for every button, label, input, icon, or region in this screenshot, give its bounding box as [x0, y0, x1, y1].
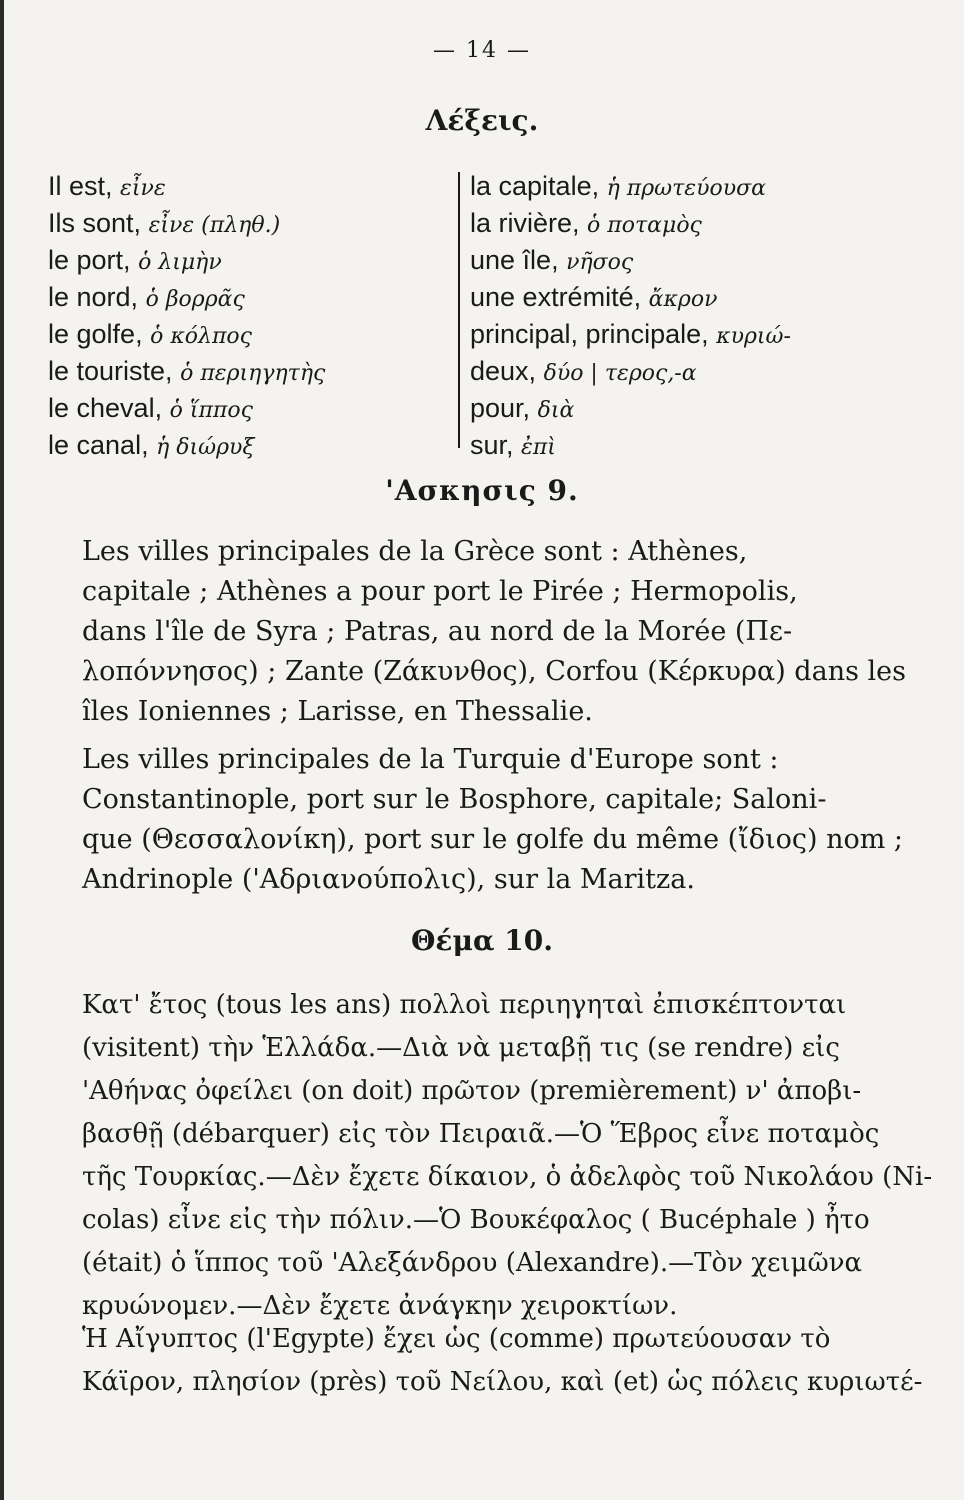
vocab-entry: le cheval, ὁ ἵππος: [48, 393, 253, 423]
text-line: λοπόννησος) ; Zante (Ζάκυνθος), Corfou (Κέρκυρα) dans les: [82, 656, 906, 687]
exercise-9-paragraph-2: [48, 740, 904, 900]
vocab-entry: le golfe, ὁ κόλπος: [48, 319, 252, 349]
vocab-entry: une extrémité, ἄκρον: [470, 282, 718, 312]
vocab-entry: le port, ὁ λιμὴν: [48, 245, 222, 275]
vocab-entry: le nord, ὁ βορρᾶς: [48, 282, 245, 312]
vocabulary-column-left: [48, 168, 448, 464]
vocabulary-column-right: [470, 168, 940, 464]
exercise-9-paragraph-1: [48, 532, 906, 732]
text-line: Κατ' ἔτος (tous les ans) πολλοὶ περιηγηταὶ ἐπισκέπτονται: [82, 990, 847, 1020]
text-line: Andrinople ('Αδριανούπολις), sur la Maritza.: [82, 864, 695, 895]
vocab-entry: la capitale, ἡ πρωτεύουσα: [470, 171, 766, 201]
vocab-entry: deux, δύο | τερος,-α: [470, 356, 697, 386]
text-line: Κάϊρον, πλησίον (près) τοῦ Νείλου, καὶ (et) ὡς πόλεις κυριωτέ-: [82, 1367, 923, 1397]
text-line: colas) εἶνε εἰς τὴν πόλιν.—Ὁ Βουκέφαλος ( Bucéphale ) ἦτο: [82, 1205, 870, 1235]
text-line: (était) ὁ ἵππος τοῦ 'Αλεξάνδρου (Alexandre).—Τὸν χειμῶνα: [82, 1248, 863, 1278]
text-line: Les villes principales de la Grèce sont : Athènes,: [82, 536, 748, 567]
vocab-entry: le touriste, ὁ περιηγητὴς: [48, 356, 326, 386]
text-line: 'Αθήνας ὀφείλει (on doit) πρῶτον (premièrement) ν' ἀποβι-: [82, 1076, 862, 1106]
page-number: — 14 —: [433, 38, 531, 63]
heading-theme-10: Θέμα 10.: [411, 924, 553, 957]
vocabulary-divider: [458, 172, 460, 448]
theme-10-paragraph-2: [48, 1318, 923, 1404]
text-line: κρυώνομεν.—Δὲν ἔχετε ἀνάγκην χειροκτίων.: [82, 1291, 678, 1321]
text-line: βασθῇ (débarquer) εἰς τὸν Πειραιᾶ.—Ὁ Ἕβρος εἶνε ποταμὸς: [82, 1119, 880, 1149]
text-line: que (Θεσσαλονίκη), port sur le golfe du même (ἴδιος) nom ;: [82, 824, 904, 855]
text-line: τῆς Τουρκίας.—Δὲν ἔχετε δίκαιον, ὁ ἀδελφὸς τοῦ Νικολάου (Ni-: [82, 1162, 933, 1192]
heading-exercise-9: 'Ασκησις 9.: [385, 474, 579, 507]
vocab-entry: une île, νῆσος: [470, 245, 634, 275]
theme-10-paragraph-1: [48, 984, 933, 1328]
vocab-entry: le canal, ἡ διώρυξ: [48, 430, 255, 460]
page-edge-shadow: [0, 0, 4, 1500]
text-line: Constantinople, port sur le Bosphore, capitale; Saloni-: [82, 784, 827, 815]
vocab-entry: sur, ἐπὶ: [470, 430, 556, 460]
text-line: capitale ; Athènes a pour port le Pirée ; Hermopolis,: [82, 576, 798, 607]
text-line: Ἡ Αἴγυπτος (l'Egypte) ἔχει ὡς (comme) πρωτεύουσαν τὸ: [82, 1324, 831, 1354]
heading-vocabulary: Λέξεις.: [425, 104, 539, 137]
vocab-entry: la rivière, ὁ ποταμὸς: [470, 208, 702, 238]
text-line: (visitent) τὴν Ἑλλάδα.—Διὰ νὰ μεταβῇ τις (se rendre) εἰς: [82, 1033, 840, 1063]
text-line: Les villes principales de la Turquie d'Europe sont :: [82, 744, 779, 775]
vocab-entry: Il est, εἶνε: [48, 171, 166, 201]
vocab-entry: pour, διὰ: [470, 393, 575, 423]
text-line: dans l'île de Syra ; Patras, au nord de la Morée (Πε-: [82, 616, 793, 647]
vocab-entry: Ils sont, εἶνε (πληθ.): [48, 208, 281, 238]
vocab-entry: principal, principale, κυριώ-: [470, 319, 791, 349]
text-line: îles Ioniennes ; Larisse, en Thessalie.: [82, 696, 593, 727]
